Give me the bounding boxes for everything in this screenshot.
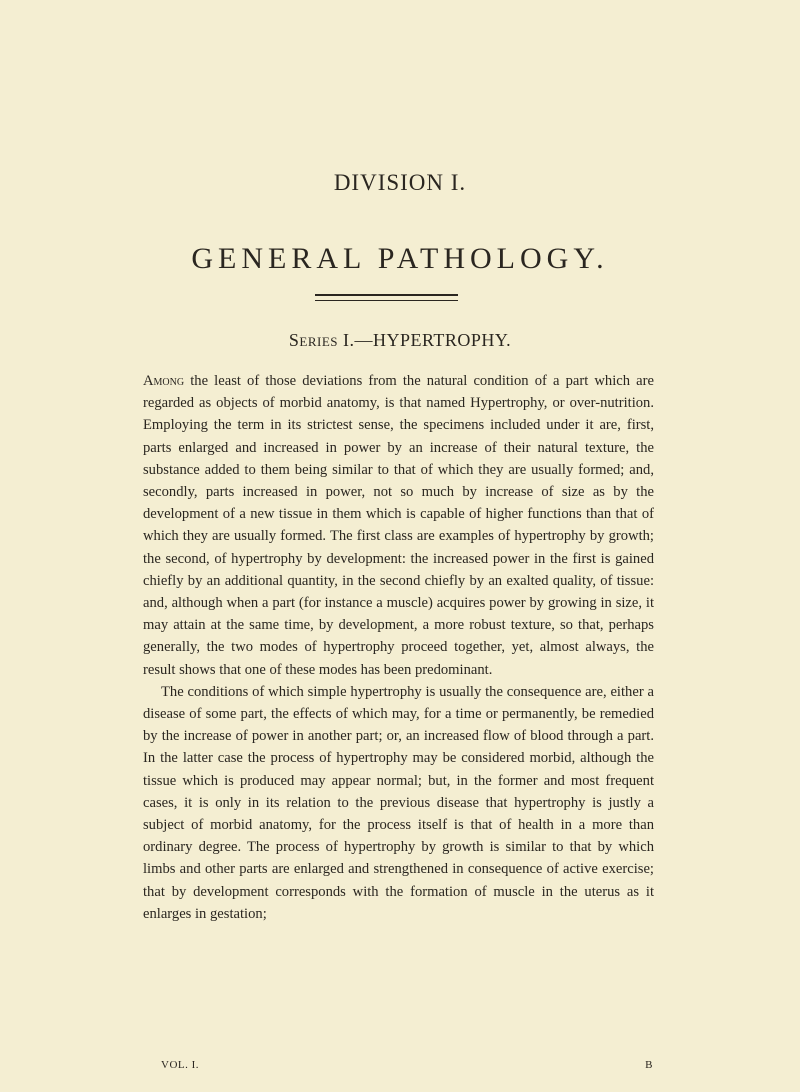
- page-footer: [161, 1059, 653, 1071]
- body-text: [143, 370, 654, 925]
- paragraph-2: The conditions of which simple hypertrophy is usually the consequence are, either a disease of some part, the effects of which may, for a time or permanently, be remedied by the increase of power in another part; or, an increased flow of blood through a part. In the latter case the process of hypertrophy may be considered morbid, although the tissue which is produced may appear normal; but, in the former and most frequent cases, it is only in its relation to the previous disease that hypertrophy is justly a subject of morbid anatomy, for the process itself is that of health in a more than ordinary degree. The process of hypertrophy by growth is similar to that by which limbs and other parts are enlarged and strengthened in consequence of active exercise; that by development corresponds with the formation of muscle in the uterus as it enlarges in gestation;: [143, 683, 654, 922]
- signature-mark: B: [645, 1059, 653, 1071]
- series-heading: [0, 330, 800, 351]
- title-rule-divider: [315, 294, 458, 301]
- series-heading-lead: Series: [288, 330, 338, 350]
- division-heading: DIVISION I.: [333, 170, 467, 195]
- paragraph-1-lead: Among: [143, 373, 185, 389]
- paragraph-1-text: the least of those deviations from the natural condition of a part which are regarded as objects of morbid anatomy, is that named Hypertrophy, or over-nutrition. Employing the term in its strictest sense, the specimens included under it are, first, parts enlarged and increased in power by an increase of their natural texture, the substance added to them being similar to that of which they are usually formed; and, secondly, parts increased in power, not so much by increase of size as by the development of a new tissue in them which is capable of higher functions than that of which they are usually formed. The first class are examples of hypertrophy by growth; the second, of hypertrophy by development: the increased power in the first is gained chiefly by an additional quantity, in the second chiefly by an exalted quality, of tissue: and, although when a part (for instance a muscle) acquires power by growing in size, it may attain at the same time, by development, a more robust texture, so that, perhaps generally, the two modes of hypertrophy proceed together, yet, almost always, the result shows that one of these modes has been predominant.: [143, 373, 654, 678]
- series-heading-rest: I.—HYPERTROPHY.: [338, 330, 512, 350]
- volume-label: VOL. I.: [161, 1059, 200, 1071]
- paragraph-1: [143, 370, 654, 681]
- page-title: GENERAL PATHOLOGY.: [191, 242, 609, 275]
